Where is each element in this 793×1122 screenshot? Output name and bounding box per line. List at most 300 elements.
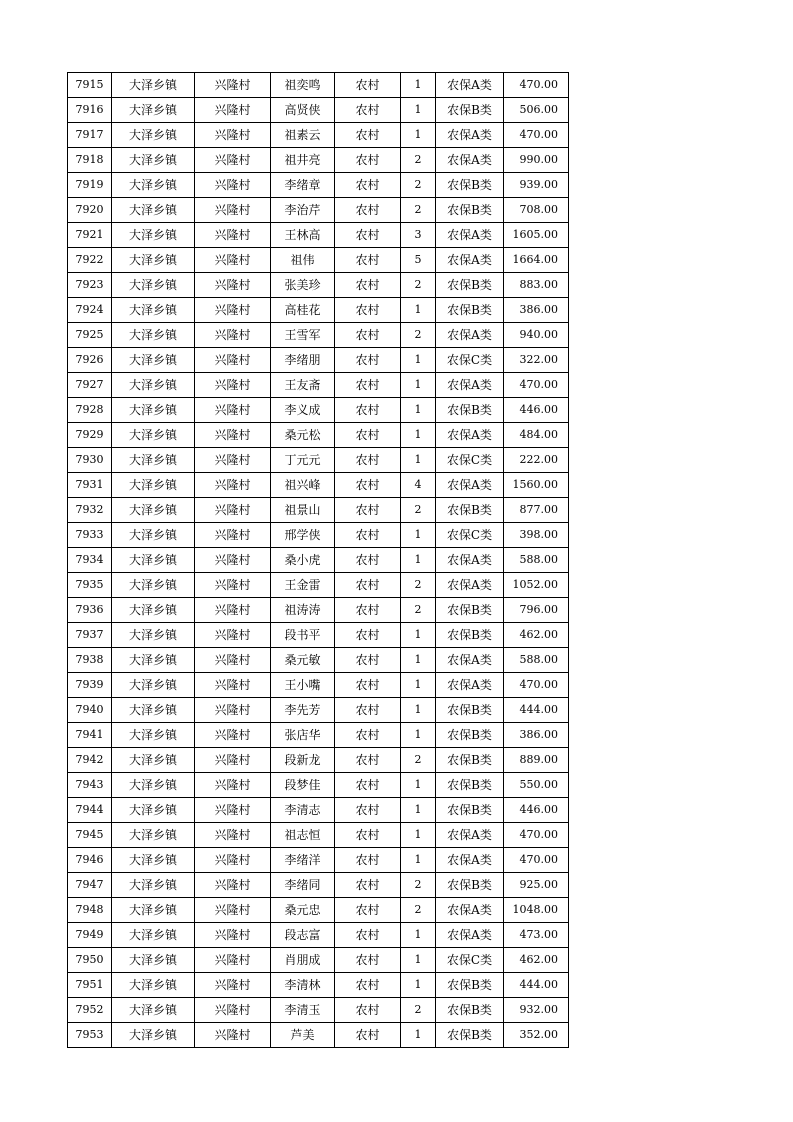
name-cell: 李绪洋 [271,848,335,873]
insurance-category-cell: 农保B类 [436,398,504,423]
insurance-category-cell: 农保B类 [436,873,504,898]
person-count-cell: 2 [401,273,436,298]
serial-number-cell: 7952 [68,998,112,1023]
village-cell: 兴隆村 [195,523,271,548]
name-cell: 李义成 [271,398,335,423]
table-row [68,173,569,198]
table-row [68,73,569,98]
insurance-category-cell: 农保A类 [436,223,504,248]
household-type-cell: 农村 [335,748,401,773]
amount-cell: 796.00 [504,598,569,623]
amount-cell: 1052.00 [504,573,569,598]
village-cell: 兴隆村 [195,998,271,1023]
insurance-category-cell: 农保B类 [436,98,504,123]
village-cell: 兴隆村 [195,148,271,173]
village-cell: 兴隆村 [195,973,271,998]
township-cell: 大泽乡镇 [112,848,195,873]
insurance-category-cell: 农保B类 [436,1023,504,1048]
serial-number-cell: 7949 [68,923,112,948]
serial-number-cell: 7918 [68,148,112,173]
person-count-cell: 1 [401,648,436,673]
household-type-cell: 农村 [335,973,401,998]
table-row [68,498,569,523]
insurance-category-cell: 农保C类 [436,523,504,548]
amount-cell: 588.00 [504,648,569,673]
household-type-cell: 农村 [335,1023,401,1048]
village-cell: 兴隆村 [195,473,271,498]
village-cell: 兴隆村 [195,323,271,348]
table-row [68,123,569,148]
name-cell: 桑元敏 [271,648,335,673]
serial-number-cell: 7932 [68,498,112,523]
name-cell: 祖伟 [271,248,335,273]
table-row [68,773,569,798]
amount-cell: 550.00 [504,773,569,798]
name-cell: 李绪朋 [271,348,335,373]
insurance-category-cell: 农保B类 [436,498,504,523]
serial-number-cell: 7927 [68,373,112,398]
table-row [68,248,569,273]
amount-cell: 444.00 [504,698,569,723]
table-row [68,448,569,473]
village-cell: 兴隆村 [195,848,271,873]
table-row [68,648,569,673]
amount-cell: 470.00 [504,673,569,698]
name-cell: 段新龙 [271,748,335,773]
village-cell: 兴隆村 [195,298,271,323]
township-cell: 大泽乡镇 [112,523,195,548]
amount-cell: 446.00 [504,398,569,423]
table-row [68,348,569,373]
amount-cell: 990.00 [504,148,569,173]
township-cell: 大泽乡镇 [112,273,195,298]
township-cell: 大泽乡镇 [112,198,195,223]
person-count-cell: 2 [401,998,436,1023]
serial-number-cell: 7946 [68,848,112,873]
village-cell: 兴隆村 [195,123,271,148]
table-row [68,573,569,598]
household-type-cell: 农村 [335,798,401,823]
table-row [68,748,569,773]
name-cell: 祖志恒 [271,823,335,848]
person-count-cell: 1 [401,923,436,948]
insurance-category-cell: 农保A类 [436,548,504,573]
household-type-cell: 农村 [335,473,401,498]
insurance-category-cell: 农保A类 [436,248,504,273]
insurance-category-cell: 农保B类 [436,798,504,823]
household-type-cell: 农村 [335,898,401,923]
amount-cell: 470.00 [504,373,569,398]
insurance-category-cell: 农保A类 [436,423,504,448]
table-row [68,598,569,623]
insurance-category-cell: 农保C类 [436,948,504,973]
household-type-cell: 农村 [335,423,401,448]
township-cell: 大泽乡镇 [112,548,195,573]
person-count-cell: 1 [401,73,436,98]
amount-cell: 352.00 [504,1023,569,1048]
amount-cell: 470.00 [504,123,569,148]
household-type-cell: 农村 [335,198,401,223]
serial-number-cell: 7940 [68,698,112,723]
village-cell: 兴隆村 [195,273,271,298]
household-type-cell: 农村 [335,73,401,98]
village-cell: 兴隆村 [195,748,271,773]
household-type-cell: 农村 [335,723,401,748]
table-row [68,698,569,723]
name-cell: 李清玉 [271,998,335,1023]
township-cell: 大泽乡镇 [112,248,195,273]
serial-number-cell: 7916 [68,98,112,123]
serial-number-cell: 7953 [68,1023,112,1048]
serial-number-cell: 7941 [68,723,112,748]
amount-cell: 932.00 [504,998,569,1023]
serial-number-cell: 7938 [68,648,112,673]
village-cell: 兴隆村 [195,198,271,223]
person-count-cell: 4 [401,473,436,498]
person-count-cell: 2 [401,498,436,523]
person-count-cell: 1 [401,723,436,748]
name-cell: 王雪军 [271,323,335,348]
village-cell: 兴隆村 [195,648,271,673]
amount-cell: 1664.00 [504,248,569,273]
table-row [68,423,569,448]
household-type-cell: 农村 [335,623,401,648]
insurance-category-cell: 农保A类 [436,898,504,923]
person-count-cell: 1 [401,398,436,423]
serial-number-cell: 7920 [68,198,112,223]
serial-number-cell: 7930 [68,448,112,473]
table-row [68,898,569,923]
insurance-category-cell: 农保A类 [436,73,504,98]
person-count-cell: 1 [401,773,436,798]
serial-number-cell: 7925 [68,323,112,348]
serial-number-cell: 7934 [68,548,112,573]
name-cell: 李先芳 [271,698,335,723]
insurance-category-cell: 农保A类 [436,323,504,348]
township-cell: 大泽乡镇 [112,823,195,848]
serial-number-cell: 7943 [68,773,112,798]
township-cell: 大泽乡镇 [112,98,195,123]
amount-cell: 940.00 [504,323,569,348]
name-cell: 芦美 [271,1023,335,1048]
village-cell: 兴隆村 [195,698,271,723]
insurance-category-cell: 农保A类 [436,573,504,598]
village-cell: 兴隆村 [195,548,271,573]
name-cell: 李清志 [271,798,335,823]
township-cell: 大泽乡镇 [112,323,195,348]
township-cell: 大泽乡镇 [112,748,195,773]
household-type-cell: 农村 [335,673,401,698]
village-cell: 兴隆村 [195,898,271,923]
insurance-category-cell: 农保B类 [436,723,504,748]
person-count-cell: 1 [401,798,436,823]
township-cell: 大泽乡镇 [112,673,195,698]
amount-cell: 398.00 [504,523,569,548]
amount-cell: 386.00 [504,298,569,323]
household-type-cell: 农村 [335,923,401,948]
table-row [68,948,569,973]
household-type-cell: 农村 [335,848,401,873]
person-count-cell: 1 [401,698,436,723]
serial-number-cell: 7919 [68,173,112,198]
person-count-cell: 1 [401,673,436,698]
amount-cell: 462.00 [504,948,569,973]
household-type-cell: 农村 [335,273,401,298]
name-cell: 李治芹 [271,198,335,223]
name-cell: 丁元元 [271,448,335,473]
township-cell: 大泽乡镇 [112,898,195,923]
name-cell: 祖井亮 [271,148,335,173]
name-cell: 桑元忠 [271,898,335,923]
insurance-category-cell: 农保B类 [436,198,504,223]
village-cell: 兴隆村 [195,923,271,948]
person-count-cell: 5 [401,248,436,273]
name-cell: 段梦佳 [271,773,335,798]
village-cell: 兴隆村 [195,448,271,473]
township-cell: 大泽乡镇 [112,973,195,998]
amount-cell: 470.00 [504,848,569,873]
person-count-cell: 1 [401,948,436,973]
person-count-cell: 2 [401,573,436,598]
township-cell: 大泽乡镇 [112,373,195,398]
name-cell: 段志富 [271,923,335,948]
township-cell: 大泽乡镇 [112,298,195,323]
person-count-cell: 1 [401,98,436,123]
insurance-category-cell: 农保B类 [436,998,504,1023]
table-row [68,323,569,348]
insurance-category-cell: 农保B类 [436,298,504,323]
household-type-cell: 农村 [335,773,401,798]
insurance-category-cell: 农保A类 [436,473,504,498]
household-type-cell: 农村 [335,548,401,573]
name-cell: 王金雷 [271,573,335,598]
name-cell: 桑元松 [271,423,335,448]
household-type-cell: 农村 [335,298,401,323]
amount-cell: 889.00 [504,748,569,773]
household-type-cell: 农村 [335,448,401,473]
township-cell: 大泽乡镇 [112,873,195,898]
village-cell: 兴隆村 [195,373,271,398]
amount-cell: 470.00 [504,73,569,98]
table-row [68,973,569,998]
insurance-category-cell: 农保B类 [436,623,504,648]
person-count-cell: 1 [401,448,436,473]
township-cell: 大泽乡镇 [112,598,195,623]
serial-number-cell: 7944 [68,798,112,823]
amount-cell: 939.00 [504,173,569,198]
amount-cell: 222.00 [504,448,569,473]
serial-number-cell: 7926 [68,348,112,373]
person-count-cell: 1 [401,823,436,848]
village-cell: 兴隆村 [195,173,271,198]
township-cell: 大泽乡镇 [112,173,195,198]
serial-number-cell: 7929 [68,423,112,448]
household-type-cell: 农村 [335,173,401,198]
township-cell: 大泽乡镇 [112,398,195,423]
amount-cell: 506.00 [504,98,569,123]
amount-cell: 473.00 [504,923,569,948]
village-cell: 兴隆村 [195,73,271,98]
table-row [68,373,569,398]
household-type-cell: 农村 [335,323,401,348]
village-cell: 兴隆村 [195,623,271,648]
township-cell: 大泽乡镇 [112,473,195,498]
table-row [68,998,569,1023]
household-type-cell: 农村 [335,823,401,848]
subsidy-roster-table [67,72,569,1048]
village-cell: 兴隆村 [195,498,271,523]
amount-cell: 708.00 [504,198,569,223]
insurance-category-cell: 农保C类 [436,448,504,473]
serial-number-cell: 7935 [68,573,112,598]
village-cell: 兴隆村 [195,798,271,823]
person-count-cell: 2 [401,598,436,623]
insurance-category-cell: 农保B类 [436,698,504,723]
serial-number-cell: 7928 [68,398,112,423]
serial-number-cell: 7921 [68,223,112,248]
amount-cell: 925.00 [504,873,569,898]
table-row [68,523,569,548]
serial-number-cell: 7931 [68,473,112,498]
serial-number-cell: 7924 [68,298,112,323]
township-cell: 大泽乡镇 [112,948,195,973]
name-cell: 李绪同 [271,873,335,898]
person-count-cell: 1 [401,548,436,573]
township-cell: 大泽乡镇 [112,698,195,723]
township-cell: 大泽乡镇 [112,148,195,173]
serial-number-cell: 7951 [68,973,112,998]
household-type-cell: 农村 [335,148,401,173]
insurance-category-cell: 农保A类 [436,848,504,873]
village-cell: 兴隆村 [195,223,271,248]
person-count-cell: 1 [401,348,436,373]
table-row [68,673,569,698]
township-cell: 大泽乡镇 [112,448,195,473]
insurance-category-cell: 农保A类 [436,123,504,148]
township-cell: 大泽乡镇 [112,648,195,673]
name-cell: 李绪章 [271,173,335,198]
person-count-cell: 1 [401,848,436,873]
township-cell: 大泽乡镇 [112,123,195,148]
village-cell: 兴隆村 [195,673,271,698]
person-count-cell: 2 [401,873,436,898]
person-count-cell: 2 [401,748,436,773]
insurance-category-cell: 农保B类 [436,748,504,773]
person-count-cell: 2 [401,173,436,198]
insurance-category-cell: 农保B类 [436,773,504,798]
household-type-cell: 农村 [335,123,401,148]
name-cell: 李清林 [271,973,335,998]
household-type-cell: 农村 [335,873,401,898]
table-row [68,298,569,323]
insurance-category-cell: 农保A类 [436,148,504,173]
serial-number-cell: 7942 [68,748,112,773]
amount-cell: 446.00 [504,798,569,823]
table-row [68,873,569,898]
village-cell: 兴隆村 [195,598,271,623]
household-type-cell: 农村 [335,998,401,1023]
person-count-cell: 2 [401,198,436,223]
township-cell: 大泽乡镇 [112,498,195,523]
township-cell: 大泽乡镇 [112,773,195,798]
village-cell: 兴隆村 [195,423,271,448]
person-count-cell: 3 [401,223,436,248]
village-cell: 兴隆村 [195,348,271,373]
person-count-cell: 1 [401,1023,436,1048]
serial-number-cell: 7947 [68,873,112,898]
township-cell: 大泽乡镇 [112,423,195,448]
household-type-cell: 农村 [335,598,401,623]
serial-number-cell: 7922 [68,248,112,273]
insurance-category-cell: 农保B类 [436,598,504,623]
amount-cell: 462.00 [504,623,569,648]
table-row [68,198,569,223]
village-cell: 兴隆村 [195,1023,271,1048]
table-row [68,223,569,248]
serial-number-cell: 7917 [68,123,112,148]
household-type-cell: 农村 [335,98,401,123]
person-count-cell: 1 [401,123,436,148]
person-count-cell: 1 [401,298,436,323]
village-cell: 兴隆村 [195,723,271,748]
insurance-category-cell: 农保B类 [436,273,504,298]
amount-cell: 1048.00 [504,898,569,923]
name-cell: 祖景山 [271,498,335,523]
household-type-cell: 农村 [335,523,401,548]
amount-cell: 484.00 [504,423,569,448]
township-cell: 大泽乡镇 [112,223,195,248]
name-cell: 肖朋成 [271,948,335,973]
roster-body [68,73,569,1048]
township-cell: 大泽乡镇 [112,1023,195,1048]
name-cell: 桑小虎 [271,548,335,573]
amount-cell: 470.00 [504,823,569,848]
household-type-cell: 农村 [335,498,401,523]
household-type-cell: 农村 [335,698,401,723]
serial-number-cell: 7950 [68,948,112,973]
village-cell: 兴隆村 [195,873,271,898]
name-cell: 段书平 [271,623,335,648]
name-cell: 张美珍 [271,273,335,298]
amount-cell: 386.00 [504,723,569,748]
person-count-cell: 1 [401,973,436,998]
amount-cell: 322.00 [504,348,569,373]
village-cell: 兴隆村 [195,98,271,123]
table-row [68,848,569,873]
table-row [68,398,569,423]
name-cell: 祖兴峰 [271,473,335,498]
person-count-cell: 1 [401,373,436,398]
township-cell: 大泽乡镇 [112,623,195,648]
amount-cell: 1605.00 [504,223,569,248]
household-type-cell: 农村 [335,573,401,598]
serial-number-cell: 7923 [68,273,112,298]
table-row [68,98,569,123]
table-row [68,548,569,573]
township-cell: 大泽乡镇 [112,998,195,1023]
person-count-cell: 1 [401,523,436,548]
village-cell: 兴隆村 [195,948,271,973]
table-row [68,148,569,173]
amount-cell: 444.00 [504,973,569,998]
person-count-cell: 1 [401,423,436,448]
insurance-category-cell: 农保B类 [436,973,504,998]
insurance-category-cell: 农保A类 [436,373,504,398]
table-row [68,273,569,298]
amount-cell: 877.00 [504,498,569,523]
serial-number-cell: 7948 [68,898,112,923]
township-cell: 大泽乡镇 [112,798,195,823]
